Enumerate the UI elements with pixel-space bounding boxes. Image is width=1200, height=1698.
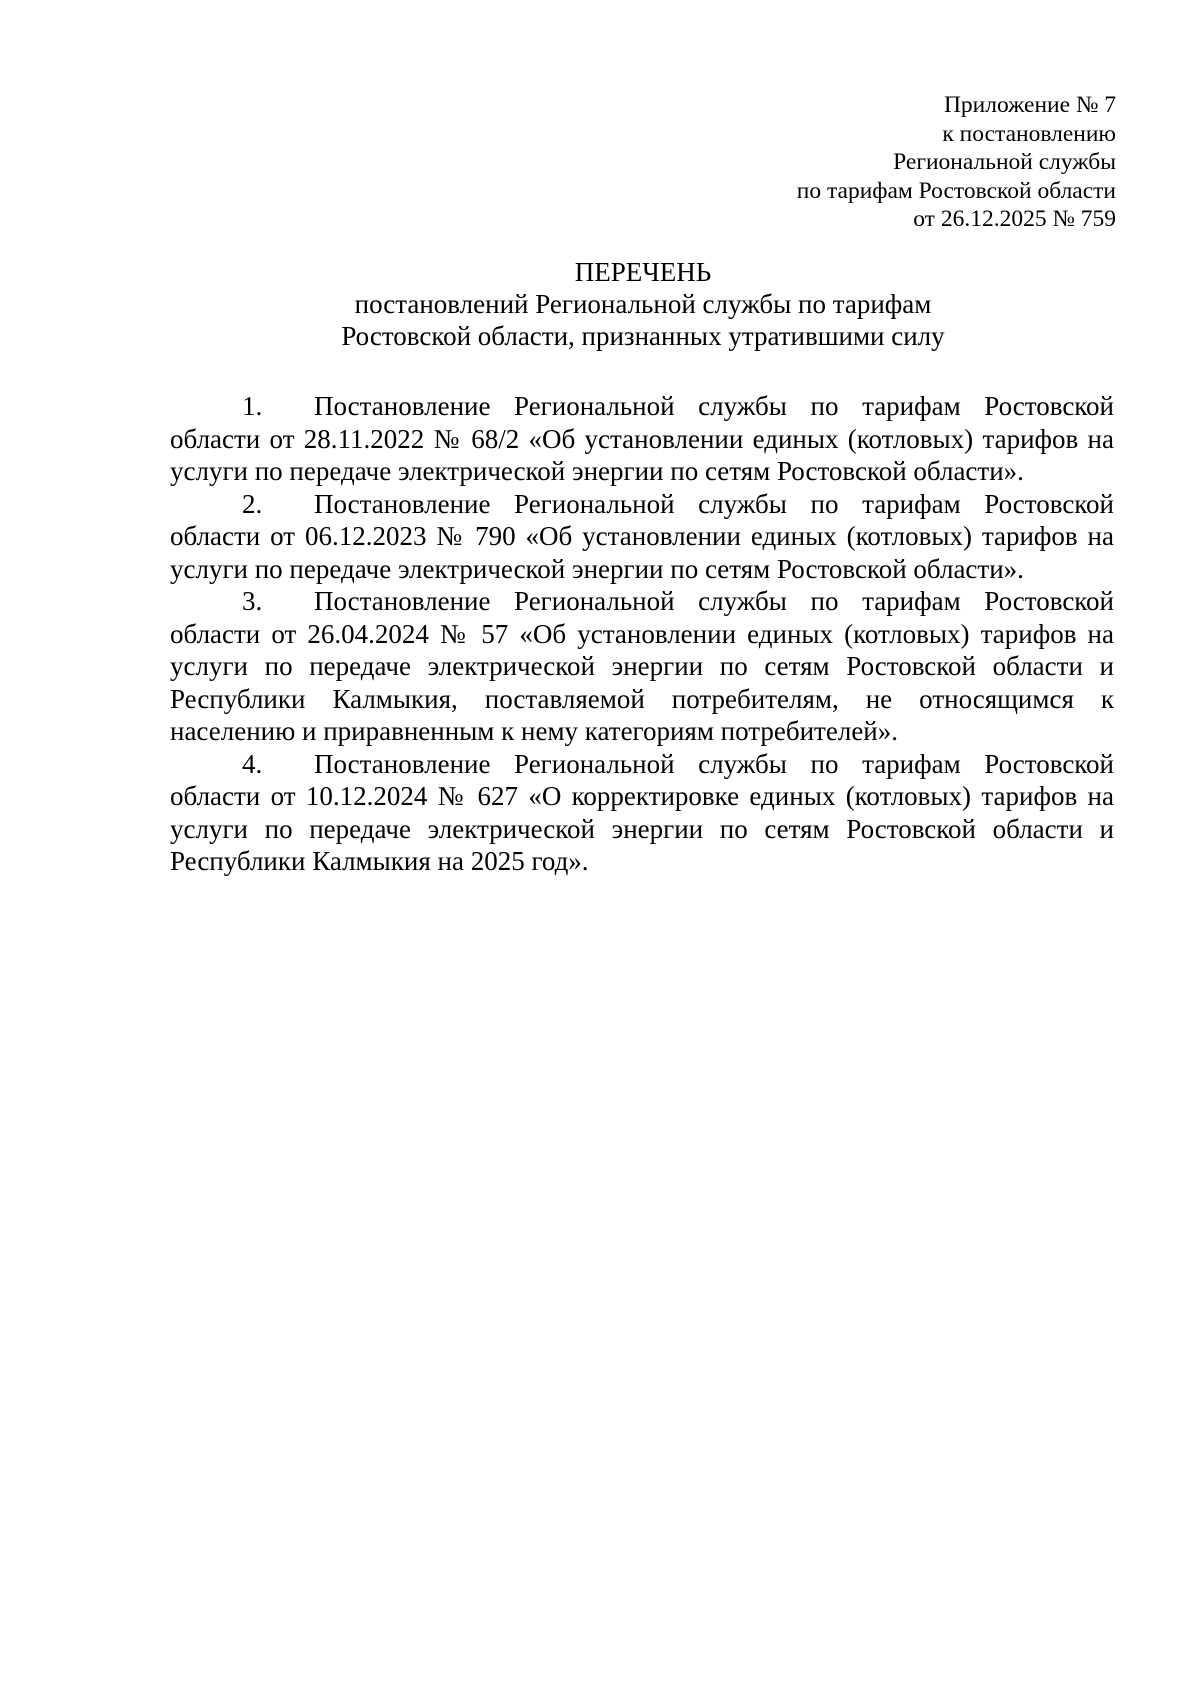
list-item-number: 4. bbox=[242, 748, 263, 779]
list-item-text: Постановление Региональной службы по тарифам Ростовской области от 28.11.2022 № 68/2 «Об установлении единых (котловых) тарифов на услуги по передаче электрической энергии по сетям Ростовской области». bbox=[170, 391, 1114, 486]
list-item-number: 2. bbox=[242, 488, 263, 519]
list-item bbox=[170, 585, 1114, 748]
list-item-text: Постановление Региональной службы по тарифам Ростовской области от 06.12.2023 № 790 «Об установлении единых (котловых) тарифов на услуги по передаче электрической энергии по сетям Ростовской области». bbox=[170, 488, 1114, 584]
document-subtitle-line: Ростовской области, признанных утратившими силу bbox=[341, 321, 945, 351]
list-item bbox=[170, 488, 1114, 586]
list-item bbox=[170, 748, 1114, 878]
list-item-number: 3. bbox=[242, 586, 263, 616]
document-heading bbox=[170, 256, 1116, 352]
appendix-line: к постановлению bbox=[942, 120, 1116, 147]
appendix-line: от 26.12.2025 № 759 bbox=[913, 206, 1116, 232]
list-item-text: Постановление Региональной службы по тарифам Ростовской области от 10.12.2024 № 627 «О корректировке единых (котловых) тарифов на услуги по передаче электрической энергии по сетям Ростовской области и Республики Калмыкия на 2025 год». bbox=[170, 748, 1114, 876]
appendix-line: по тарифам Ростовской области bbox=[796, 177, 1116, 204]
list-item-text: Постановление Региональной службы по тарифам Ростовской области от 26.04.2024 № 57 «Об установлении единых (котловых) тарифов на услуги по передаче электрической энергии по сетям Ростовской области и Республики Калмыкия, поставляемой потребителям, не относящимся к населению и приравненным к нему категориям потребителей». bbox=[170, 586, 1114, 746]
document-subtitle-line: постановлений Региональной службы по тарифам bbox=[354, 289, 932, 319]
resolution-list bbox=[170, 390, 1114, 878]
list-item bbox=[170, 390, 1114, 488]
document-title: ПЕРЕЧЕНЬ bbox=[574, 257, 712, 287]
appendix-line: Приложение № 7 bbox=[943, 92, 1116, 118]
list-item-number: 1. bbox=[242, 391, 263, 421]
appendix-header bbox=[797, 91, 1116, 234]
appendix-line: Региональной службы bbox=[893, 149, 1116, 175]
